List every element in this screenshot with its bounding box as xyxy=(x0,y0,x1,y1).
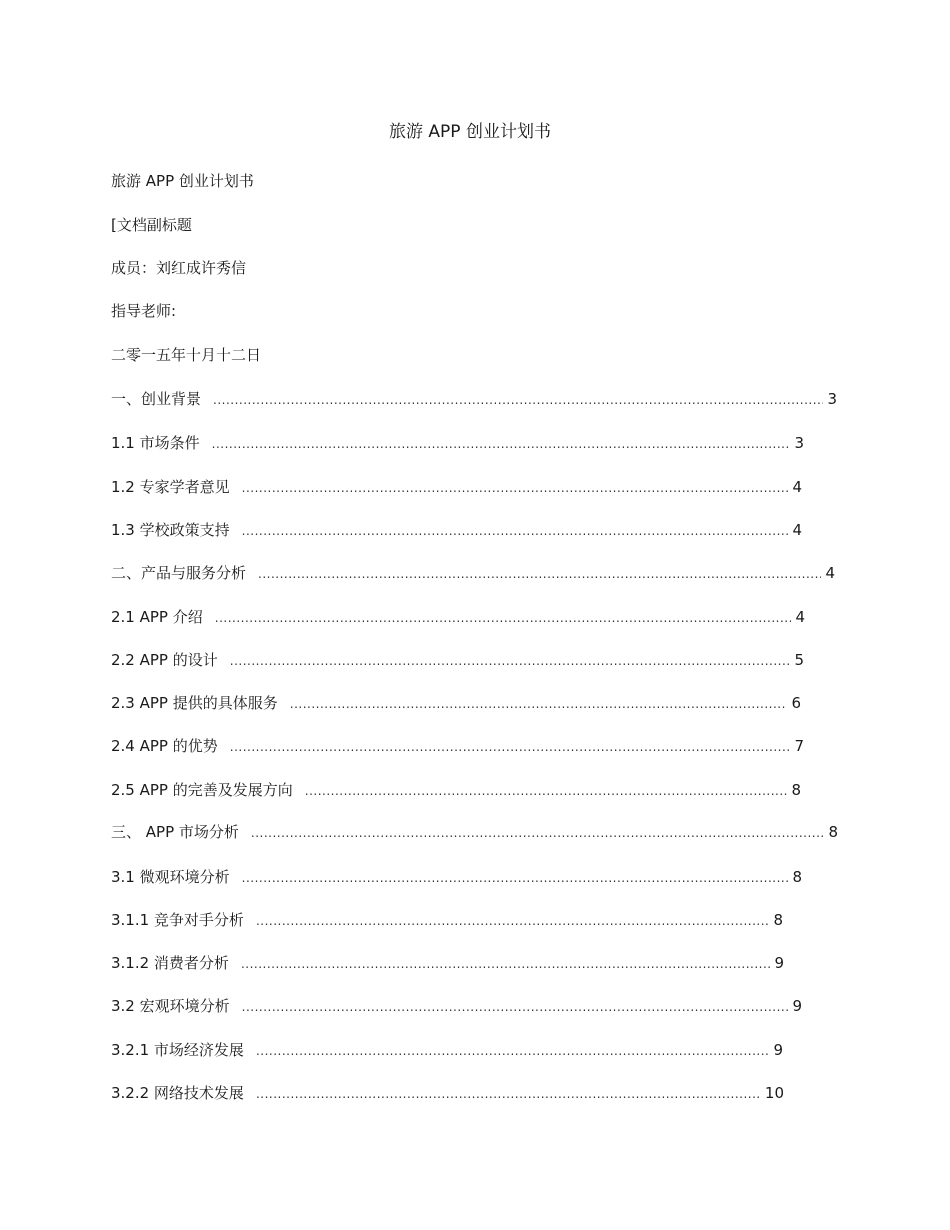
toc-leader-dots xyxy=(215,607,792,629)
toc-entry-page: 9 xyxy=(792,997,802,1015)
toc-leader-dots xyxy=(256,1083,761,1105)
toc-entry-label: 3.1.1 竞争对手分析 xyxy=(111,911,244,929)
date-line: 二零一五年十月十二日 xyxy=(111,346,262,364)
toc-entry-label: 3.1 微观环境分析 xyxy=(111,868,230,886)
toc-leader-dots xyxy=(242,867,789,889)
toc-entry[interactable] xyxy=(111,995,802,1018)
toc-entry-page: 9 xyxy=(774,954,784,972)
toc-entry-label: 三、 APP 市场分析 xyxy=(111,823,239,841)
document-subtitle-placeholder: [文档副标题 xyxy=(111,216,192,234)
toc-entry-label: 3.2.2 网络技术发展 xyxy=(111,1084,244,1102)
toc-entry[interactable] xyxy=(111,519,802,542)
toc-entry-page: 8 xyxy=(773,911,783,929)
toc-leader-dots xyxy=(242,477,789,499)
toc-leader-dots xyxy=(241,953,771,975)
toc-entry[interactable] xyxy=(111,952,784,975)
toc-entry[interactable] xyxy=(111,692,801,715)
toc-leader-dots xyxy=(213,389,823,411)
toc-entry[interactable] xyxy=(111,606,805,629)
toc-entry-page: 10 xyxy=(764,1084,784,1102)
toc-entry[interactable] xyxy=(111,735,804,758)
toc-entry-page: 8 xyxy=(828,823,838,841)
toc-entry-label: 1.3 学校政策支持 xyxy=(111,521,230,539)
toc-entry-page: 8 xyxy=(792,868,802,886)
toc-entry[interactable] xyxy=(111,562,835,585)
toc-entry[interactable] xyxy=(111,432,804,455)
toc-leader-dots xyxy=(230,736,791,758)
toc-leader-dots xyxy=(212,433,791,455)
toc-entry[interactable] xyxy=(111,866,802,889)
toc-entry-page: 4 xyxy=(792,478,802,496)
toc-entry[interactable] xyxy=(111,388,837,411)
toc-entry-label: 2.3 APP 提供的具体服务 xyxy=(111,694,278,712)
toc-entry-label: 3.2 宏观环境分析 xyxy=(111,997,230,1015)
toc-entry[interactable] xyxy=(111,909,783,932)
toc-entry-label: 2.2 APP 的设计 xyxy=(111,651,218,669)
toc-entry-page: 7 xyxy=(794,737,804,755)
toc-entry-label: 1.1 市场条件 xyxy=(111,434,200,452)
toc-entry-label: 二、产品与服务分析 xyxy=(111,564,247,582)
toc-entry-label: 3.1.2 消费者分析 xyxy=(111,954,229,972)
toc-entry-page: 4 xyxy=(825,564,835,582)
toc-entry-label: 2.5 APP 的完善及发展方向 xyxy=(111,781,293,799)
toc-leader-dots xyxy=(258,563,821,585)
toc-entry-label: 1.2 专家学者意见 xyxy=(111,478,230,496)
toc-entry-page: 9 xyxy=(773,1041,783,1059)
toc-entry[interactable] xyxy=(111,476,802,499)
toc-entry[interactable] xyxy=(111,1039,783,1062)
toc-entry-label: 3.2.1 市场经济发展 xyxy=(111,1041,244,1059)
toc-entry-label: 一、创业背景 xyxy=(111,390,202,408)
toc-leader-dots xyxy=(251,822,825,844)
toc-leader-dots xyxy=(256,910,770,932)
toc-entry-page: 5 xyxy=(794,651,804,669)
toc-entry[interactable] xyxy=(111,1082,784,1105)
toc-entry-page: 3 xyxy=(794,434,804,452)
subtitle-line: 旅游 APP 创业计划书 xyxy=(111,172,254,190)
toc-entry-label: 2.4 APP 的优势 xyxy=(111,737,218,755)
toc-entry[interactable] xyxy=(111,821,838,844)
toc-entry-page: 8 xyxy=(791,781,801,799)
toc-leader-dots xyxy=(256,1040,770,1062)
toc-entry-page: 6 xyxy=(791,694,801,712)
advisor-line: 指导老师: xyxy=(111,302,177,320)
toc-leader-dots xyxy=(242,996,789,1018)
toc-entry[interactable] xyxy=(111,649,804,672)
toc-entry-label: 2.1 APP 介绍 xyxy=(111,608,203,626)
document-title: 旅游 APP 创业计划书 xyxy=(389,122,551,142)
toc-entry-page: 4 xyxy=(795,608,805,626)
toc-leader-dots xyxy=(305,780,788,802)
members-line: 成员：刘红成许秀信 xyxy=(111,259,247,277)
toc-entry-page: 4 xyxy=(792,521,802,539)
toc-leader-dots xyxy=(230,650,791,672)
toc-entry[interactable] xyxy=(111,779,801,802)
toc-leader-dots xyxy=(290,693,788,715)
toc-entry-page: 3 xyxy=(827,390,837,408)
toc-leader-dots xyxy=(242,520,789,542)
